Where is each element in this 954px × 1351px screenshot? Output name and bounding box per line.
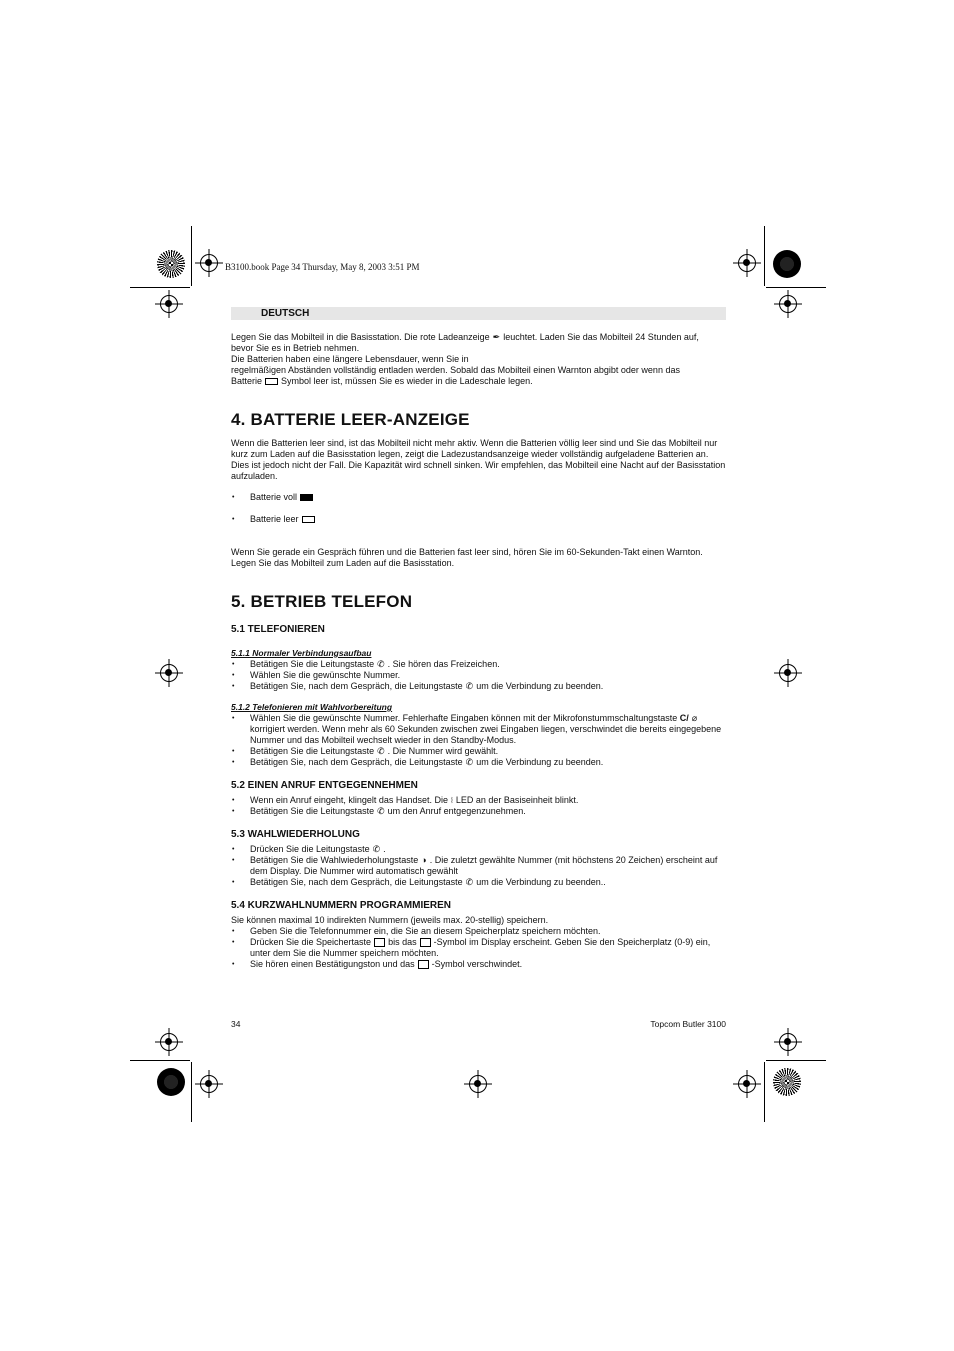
registration-mark-icon: [160, 295, 178, 313]
footer-product: Topcom Butler 3100: [650, 1019, 726, 1029]
battery-empty-label: Batterie leer: [250, 514, 299, 524]
list-item: [231, 746, 726, 757]
intro-line1: Legen Sie das Mobilteil in die Basisstation. Die rote Ladeanzeige: [231, 332, 490, 342]
subsection-5-1-2-title: 5.1.2 Telefonieren mit Wahlvorbereitung: [231, 702, 393, 712]
list-text: Drücken Sie die Leitungstaste: [250, 844, 370, 854]
intro-line4: regelmäßigen Abständen vollständig entladen werden. Sobald das Mobilteil einen Warnton abgibt oder wenn das: [231, 365, 680, 376]
list-text: Betätigen Sie die Leitungstaste: [250, 659, 375, 669]
list-text: um die Verbindung zu beenden..: [476, 877, 606, 887]
list-text: um die Verbindung zu beenden.: [476, 681, 604, 691]
list-text: Geben Sie die Telefonnummer ein, die Sie an diesem Speicherplatz speichern möchten.: [250, 926, 601, 936]
list-item: [231, 681, 726, 692]
list-text: Wählen Sie die gewünschte Nummer.: [250, 670, 401, 680]
list-text: . Sie hören das Freizeichen.: [387, 659, 500, 669]
language-label: DEUTSCH: [261, 308, 310, 319]
phone-icon: ✆: [465, 877, 474, 888]
phone-icon: ✆: [465, 681, 474, 692]
phone-icon: ✆: [372, 844, 381, 855]
redial-icon: ◑: [421, 855, 427, 866]
list-text: korrigiert werden. Wenn mehr als 60 Sekunden zwischen zwei Eingaben liegen, verschwindet die bereits eingegebene Nummer und das Mobilteil wechselt wieder in den Standby-Modus.: [250, 724, 722, 746]
intro-paragraph: [231, 332, 726, 387]
list-text: Drücken Sie die Speichertaste: [250, 937, 372, 947]
battery-full-icon: [300, 494, 313, 501]
list-text: .: [383, 844, 386, 854]
list-item: [231, 514, 726, 525]
list-item: [231, 877, 726, 888]
registration-mark-icon: [160, 664, 178, 682]
registration-mark-icon: [200, 1075, 218, 1093]
list-item: [231, 713, 726, 746]
list-text: Betätigen Sie die Leitungstaste: [250, 746, 375, 756]
list-text: . Die zuletzt gewählte Nummer (mit höchstens 20 Zeichen) erscheint auf dem Display. Die Nummer wird automatisch gewählt: [250, 855, 718, 877]
subsection-5-1-title: 5.1 TELEFONIEREN: [231, 624, 325, 635]
list-item: [231, 806, 726, 817]
list-item: [231, 492, 726, 503]
list-text: Wenn ein Anruf eingeht, klingelt das Handset. Die: [250, 795, 448, 805]
mute-icon: ⌀: [691, 713, 698, 724]
list-item: [231, 757, 726, 768]
section-4-paragraph-2: Wenn Sie gerade ein Gespräch führen und die Batterien fast leer sind, hören Sie im 60-Sekunden-Takt einen Warnton. Legen Sie das Mobilteil zum Laden auf die Basisstation.: [231, 547, 703, 568]
battery-empty-icon: [302, 516, 315, 523]
registration-mark-icon: [200, 254, 218, 272]
registration-mark-icon: [160, 1033, 178, 1051]
list-item: [231, 959, 726, 970]
language-bar: [231, 307, 726, 320]
section-4-paragraph: Wenn die Batterien leer sind, ist das Mobilteil nicht mehr aktiv. Wenn die Batterien völlig leer sind und Sie das Mobilteil nur kurz zum Laden auf die Basisstation legen, zeigt die Ladezustandsanzeige wieder vollständig aufgeladene Batterien an. Dies ist jedoch nicht der Fall. Die Kapazität wird schnell sinken. Wir empfehlen, das Mobilteil eine Nacht auf der Basisstation aufzuladen.: [231, 438, 726, 481]
list-text: Betätigen Sie die Wahlwiederholungstaste: [250, 855, 419, 865]
list-item: [231, 937, 726, 959]
registration-mark-icon: [469, 1075, 487, 1093]
book-header: B3100.book Page 34 Thursday, May 8, 2003 3:51 PM: [225, 262, 420, 272]
phone-icon: ✆: [465, 757, 474, 768]
registration-wheel-icon: [157, 1068, 185, 1096]
registration-wheel-icon: [157, 250, 185, 278]
list-text: Betätigen Sie, nach dem Gespräch, die Leitungstaste: [250, 877, 463, 887]
list-item: [231, 855, 726, 877]
list-item: [231, 844, 726, 855]
phone-icon: ✆: [377, 659, 385, 670]
list-text: um die Verbindung zu beenden.: [476, 757, 604, 767]
battery-full-label: Batterie voll: [250, 492, 298, 502]
phonebook-icon: [418, 960, 429, 969]
phonebook-icon: [374, 938, 385, 947]
list-text: Sie hören einen Bestätigungston und das: [250, 959, 415, 969]
section-4-title: 4. BATTERIE LEER-ANZEIGE: [231, 410, 470, 429]
subsection-5-4-title: 5.4 KURZWAHLNUMMERN PROGRAMMIEREN: [231, 900, 451, 911]
battery-empty-icon: [265, 378, 278, 385]
intro-line1b: leuchtet. Laden Sie das Mobilteil 24 Stunden auf,: [503, 332, 699, 342]
mute-key-label: C/: [679, 713, 689, 723]
list-text: Betätigen Sie die Leitungstaste: [250, 806, 375, 816]
list-text: um den Anruf entgegenzunehmen.: [387, 806, 526, 816]
list-item: [231, 670, 726, 681]
list-text: LED an der Basiseinheit blinkt.: [455, 795, 579, 805]
section-5-4-intro: Sie können maximal 10 indirekten Nummern (jeweils max. 20-stellig) speichern.: [231, 915, 549, 925]
registration-wheel-icon: [773, 1068, 801, 1096]
phone-icon: ✆: [377, 806, 385, 817]
registration-wheel-icon: [773, 250, 801, 278]
list-item: [231, 659, 726, 670]
list-text: -Symbol im Display erscheint. Geben Sie den Speicherplatz (0-9) ein, unter dem Sie die Nummer speichern möchten.: [250, 937, 711, 958]
charge-led-icon: ✒: [492, 332, 501, 343]
intro-line5b: Symbol leer ist, müssen Sie es wieder in die Ladeschale legen.: [281, 376, 533, 387]
list-text: -Symbol verschwindet.: [431, 959, 523, 969]
phone-icon: ✆: [377, 746, 385, 757]
section-5-title: 5. BETRIEB TELEFON: [231, 592, 413, 611]
subsection-5-3-title: 5.3 WAHLWIEDERHOLUNG: [231, 829, 360, 840]
list-text: . Die Nummer wird gewählt.: [387, 746, 499, 756]
list-text: Betätigen Sie, nach dem Gespräch, die Leitungstaste: [250, 681, 463, 691]
list-text: Wählen Sie die gewünschte Nummer. Fehlerhafte Eingaben können mit der Mikrofonstummschaltungstaste: [250, 713, 678, 723]
list-text: Betätigen Sie, nach dem Gespräch, die Leitungstaste: [250, 757, 463, 767]
intro-line5a: Batterie: [231, 376, 263, 387]
list-text: bis das: [388, 937, 417, 947]
registration-mark-icon: [738, 1075, 756, 1093]
registration-mark-icon: [779, 1033, 797, 1051]
intro-line3: Die Batterien haben eine längere Lebensdauer, wenn Sie in: [231, 354, 469, 365]
page-number: 34: [231, 1019, 241, 1029]
ring-led-icon: ⧘: [450, 795, 453, 806]
registration-mark-icon: [779, 664, 797, 682]
subsection-5-1-1-title: 5.1.1 Normaler Verbindungsaufbau: [231, 648, 372, 658]
registration-mark-icon: [738, 254, 756, 272]
phonebook-icon: [420, 938, 431, 947]
subsection-5-2-title: 5.2 EINEN ANRUF ENTGEGENNEHMEN: [231, 780, 418, 791]
list-item: [231, 795, 726, 806]
registration-mark-icon: [779, 295, 797, 313]
list-item: [231, 926, 726, 937]
intro-line2: bevor Sie es in Betrieb nehmen.: [231, 343, 360, 354]
